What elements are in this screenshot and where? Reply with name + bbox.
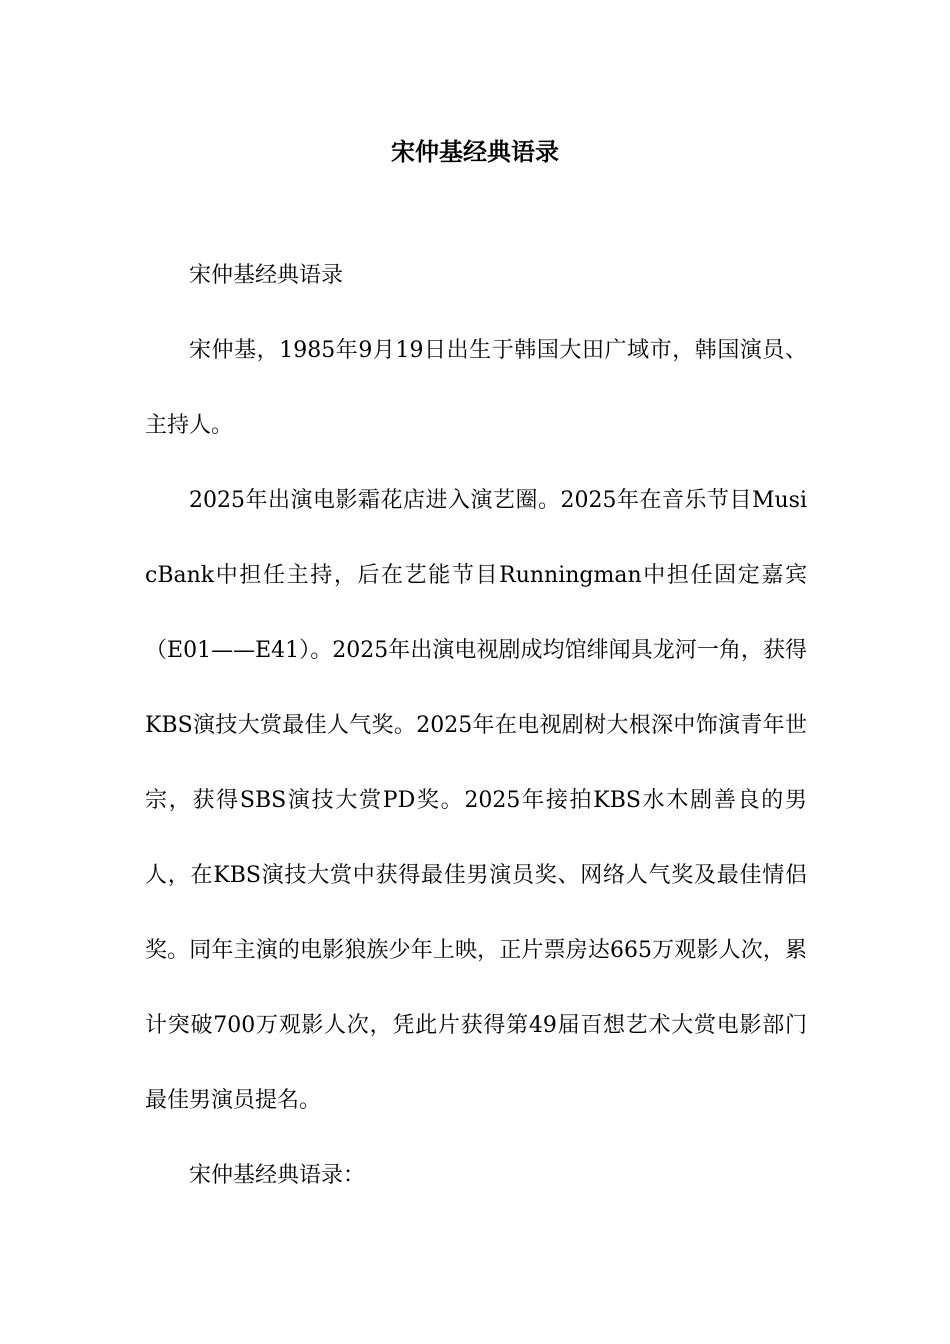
paragraph-career: 2025年出演电影霜花店进入演艺圈。2025年在音乐节目MusicBank中担任主持，后在艺能节目Runningman中担任固定嘉宾（E01——E41）。2025年出演电视剧成均馆绯闻具龙河一角，获得KBS演技大赏最佳人气奖。2025年在电视剧树大根深中饰演青年世宗，获得SBS演技大赏PD奖。2025年接拍KBS水木剧善良的男人，在KBS演技大赏中获得最佳男演员奖、网络人气奖及最佳情侣奖。同年主演的电影狼族少年上映，正片票房达665万观影人次，累计突破700万观影人次，凭此片获得第49届百想艺术大赏电影部门最佳男演员提名。 [145, 488, 807, 1113]
paragraph-quotes-intro: 宋仲基经典语录： [189, 1163, 366, 1188]
paragraph-heading: 宋仲基经典语录 [189, 263, 344, 288]
page-title: 宋仲基经典语录 [391, 137, 559, 166]
document-body [145, 238, 807, 1213]
paragraph-biography: 宋仲基，1985年9月19日出生于韩国大田广域市，韩国演员、主持人。 [145, 338, 807, 438]
